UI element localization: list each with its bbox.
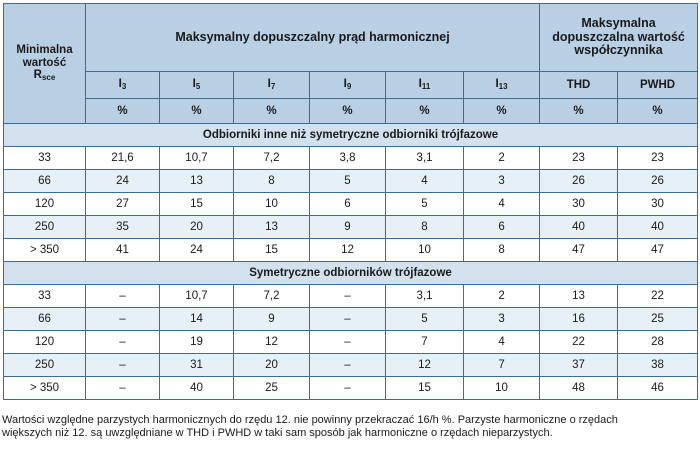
table-row — [4, 308, 698, 331]
table-row — [4, 354, 698, 377]
harmonic-column-header — [464, 72, 540, 99]
harmonic-order: 5 — [195, 82, 201, 92]
value-cell: 6 — [464, 216, 540, 239]
value-cell: 10,7 — [160, 285, 234, 308]
value-cell: 30 — [618, 193, 698, 216]
value-cell: 7,2 — [234, 147, 310, 170]
value-cell: – — [86, 377, 160, 400]
unit-cell: % — [386, 99, 464, 124]
value-cell: 3,8 — [310, 147, 386, 170]
value-cell: 19 — [160, 331, 234, 354]
value-cell: 38 — [618, 354, 698, 377]
harmonic-column-header — [310, 72, 386, 99]
value-cell: 35 — [86, 216, 160, 239]
value-cell: 41 — [86, 239, 160, 262]
harmonic-order: 7 — [270, 82, 276, 92]
value-cell: 8 — [464, 239, 540, 262]
rsce-value-cell: 66 — [4, 308, 86, 331]
harmonic-column-header — [86, 72, 160, 99]
footnote-line2: większych niż 12. są uwzględniane w THD i PWHD w taki sam sposób jak harmoniczne o rzędach nieparzystych. — [2, 427, 553, 439]
table-row — [4, 285, 698, 308]
harmonic-order: 9 — [346, 82, 352, 92]
value-cell: 8 — [386, 216, 464, 239]
section-title: Symetryczne odbiorników trójfazowe — [4, 262, 698, 285]
harmonic-symbol: I — [118, 78, 122, 91]
table-row — [4, 377, 698, 400]
value-cell: 24 — [160, 239, 234, 262]
value-cell: 23 — [618, 147, 698, 170]
value-cell: 25 — [618, 308, 698, 331]
rsce-value-cell: 250 — [4, 354, 86, 377]
harmonic-order: 3 — [121, 82, 127, 92]
factor-header-line2: dopuszczalna wartość — [552, 29, 685, 44]
value-cell: 9 — [310, 216, 386, 239]
value-cell: 26 — [540, 170, 618, 193]
rsce-value-cell: > 350 — [4, 239, 86, 262]
value-cell: 10 — [464, 377, 540, 400]
harmonic-order: 13 — [498, 82, 508, 92]
value-cell: 48 — [540, 377, 618, 400]
table-row — [4, 170, 698, 193]
harmonic-order: 11 — [421, 82, 431, 92]
value-cell: 4 — [464, 331, 540, 354]
value-cell: – — [310, 308, 386, 331]
value-cell: 20 — [160, 216, 234, 239]
harmonic-column-header — [386, 72, 464, 99]
value-cell: 40 — [160, 377, 234, 400]
rsce-value-cell: 33 — [4, 285, 86, 308]
rsce-value-cell: 120 — [4, 193, 86, 216]
value-cell: 22 — [540, 331, 618, 354]
section-row — [4, 262, 698, 285]
value-cell: 9 — [234, 308, 310, 331]
rsce-value-cell: 33 — [4, 147, 86, 170]
value-cell: 40 — [540, 216, 618, 239]
rsce-value-cell: 250 — [4, 216, 86, 239]
value-cell: – — [86, 354, 160, 377]
section-title: Odbiorniki inne niż symetryczne odbiorniki trójfazowe — [4, 124, 698, 147]
value-cell: 47 — [540, 239, 618, 262]
value-cell: 5 — [310, 170, 386, 193]
table-row — [4, 331, 698, 354]
value-cell: – — [310, 354, 386, 377]
value-cell: 4 — [464, 193, 540, 216]
harmonic-column-header — [234, 72, 310, 99]
section-row — [4, 124, 698, 147]
table-row — [4, 193, 698, 216]
value-cell: – — [86, 285, 160, 308]
value-cell: 6 — [310, 193, 386, 216]
value-cell: 37 — [540, 354, 618, 377]
harmonic-symbol: I — [495, 78, 499, 91]
unit-cell: % — [310, 99, 386, 124]
value-cell: 30 — [540, 193, 618, 216]
value-cell: 5 — [386, 308, 464, 331]
value-cell: 15 — [234, 239, 310, 262]
value-cell: 7 — [386, 331, 464, 354]
value-cell: 10 — [234, 193, 310, 216]
value-cell: 47 — [618, 239, 698, 262]
table-row — [4, 147, 698, 170]
harmonic-symbol: I — [192, 78, 196, 91]
value-cell: 10 — [386, 239, 464, 262]
value-cell: 12 — [234, 331, 310, 354]
unit-cell: % — [86, 99, 160, 124]
value-cell: 7,2 — [234, 285, 310, 308]
value-cell: 46 — [618, 377, 698, 400]
harmonic-column-header — [160, 72, 234, 99]
unit-row — [4, 99, 698, 124]
value-cell: 13 — [160, 170, 234, 193]
value-cell: 5 — [386, 193, 464, 216]
value-cell: 23 — [540, 147, 618, 170]
value-cell: 10,7 — [160, 147, 234, 170]
corner-symbol-main: R — [33, 69, 42, 82]
value-cell: – — [310, 377, 386, 400]
value-cell: 20 — [234, 354, 310, 377]
value-cell: 27 — [86, 193, 160, 216]
value-cell: 7 — [464, 354, 540, 377]
corner-symbol-sub: sce — [41, 73, 56, 83]
value-cell: 25 — [234, 377, 310, 400]
factor-group-header — [540, 4, 698, 72]
value-cell: 8 — [234, 170, 310, 193]
value-cell: 3 — [464, 308, 540, 331]
factor-column-header: PWHD — [618, 72, 698, 99]
value-cell: 12 — [386, 354, 464, 377]
value-cell: 22 — [618, 285, 698, 308]
harmonic-symbol: I — [418, 78, 422, 91]
value-cell: 13 — [234, 216, 310, 239]
value-cell: 2 — [464, 285, 540, 308]
corner-symbol — [4, 69, 85, 83]
factor-header-line3: współczynnika — [574, 43, 663, 58]
value-cell: 31 — [160, 354, 234, 377]
rsce-value-cell: > 350 — [4, 377, 86, 400]
corner-header-cell — [4, 4, 86, 124]
rsce-value-cell: 120 — [4, 331, 86, 354]
value-cell: – — [86, 331, 160, 354]
value-cell: 28 — [618, 331, 698, 354]
value-cell: 40 — [618, 216, 698, 239]
value-cell: 13 — [540, 285, 618, 308]
harmonic-limits-table — [3, 3, 698, 400]
unit-cell: % — [618, 99, 698, 124]
value-cell: 15 — [386, 377, 464, 400]
unit-cell: % — [160, 99, 234, 124]
value-cell: 26 — [618, 170, 698, 193]
value-cell: 12 — [310, 239, 386, 262]
rsce-value-cell: 66 — [4, 170, 86, 193]
harmonic-symbol: I — [343, 78, 347, 91]
value-cell: 15 — [160, 193, 234, 216]
value-cell: 4 — [386, 170, 464, 193]
footnote-line1: Wartości względne parzystych harmonicznych do rzędu 12. nie powinny przekraczać 16/h %. Parzyste harmoniczne o rzędach — [2, 414, 618, 426]
harmonic-group-header: Maksymalny dopuszczalny prąd harmonicznej — [86, 4, 540, 72]
value-cell: 3 — [464, 170, 540, 193]
value-cell: 16 — [540, 308, 618, 331]
value-cell: 21,6 — [86, 147, 160, 170]
column-header-row — [4, 72, 698, 99]
table-row — [4, 239, 698, 262]
value-cell: 2 — [464, 147, 540, 170]
table-row — [4, 216, 698, 239]
table-body — [4, 124, 698, 400]
value-cell: – — [310, 285, 386, 308]
factor-column-header: THD — [540, 72, 618, 99]
value-cell: – — [310, 331, 386, 354]
value-cell: 3,1 — [386, 285, 464, 308]
harmonic-symbol: I — [267, 78, 271, 91]
value-cell: 3,1 — [386, 147, 464, 170]
corner-line2: wartość — [22, 56, 67, 69]
value-cell: 14 — [160, 308, 234, 331]
value-cell: 24 — [86, 170, 160, 193]
unit-cell: % — [540, 99, 618, 124]
factor-header-line1: Maksymalna — [581, 15, 656, 30]
value-cell: – — [86, 308, 160, 331]
corner-line1: Minimalna — [16, 43, 73, 56]
unit-cell: % — [234, 99, 310, 124]
unit-cell: % — [464, 99, 540, 124]
footnote — [2, 414, 698, 440]
